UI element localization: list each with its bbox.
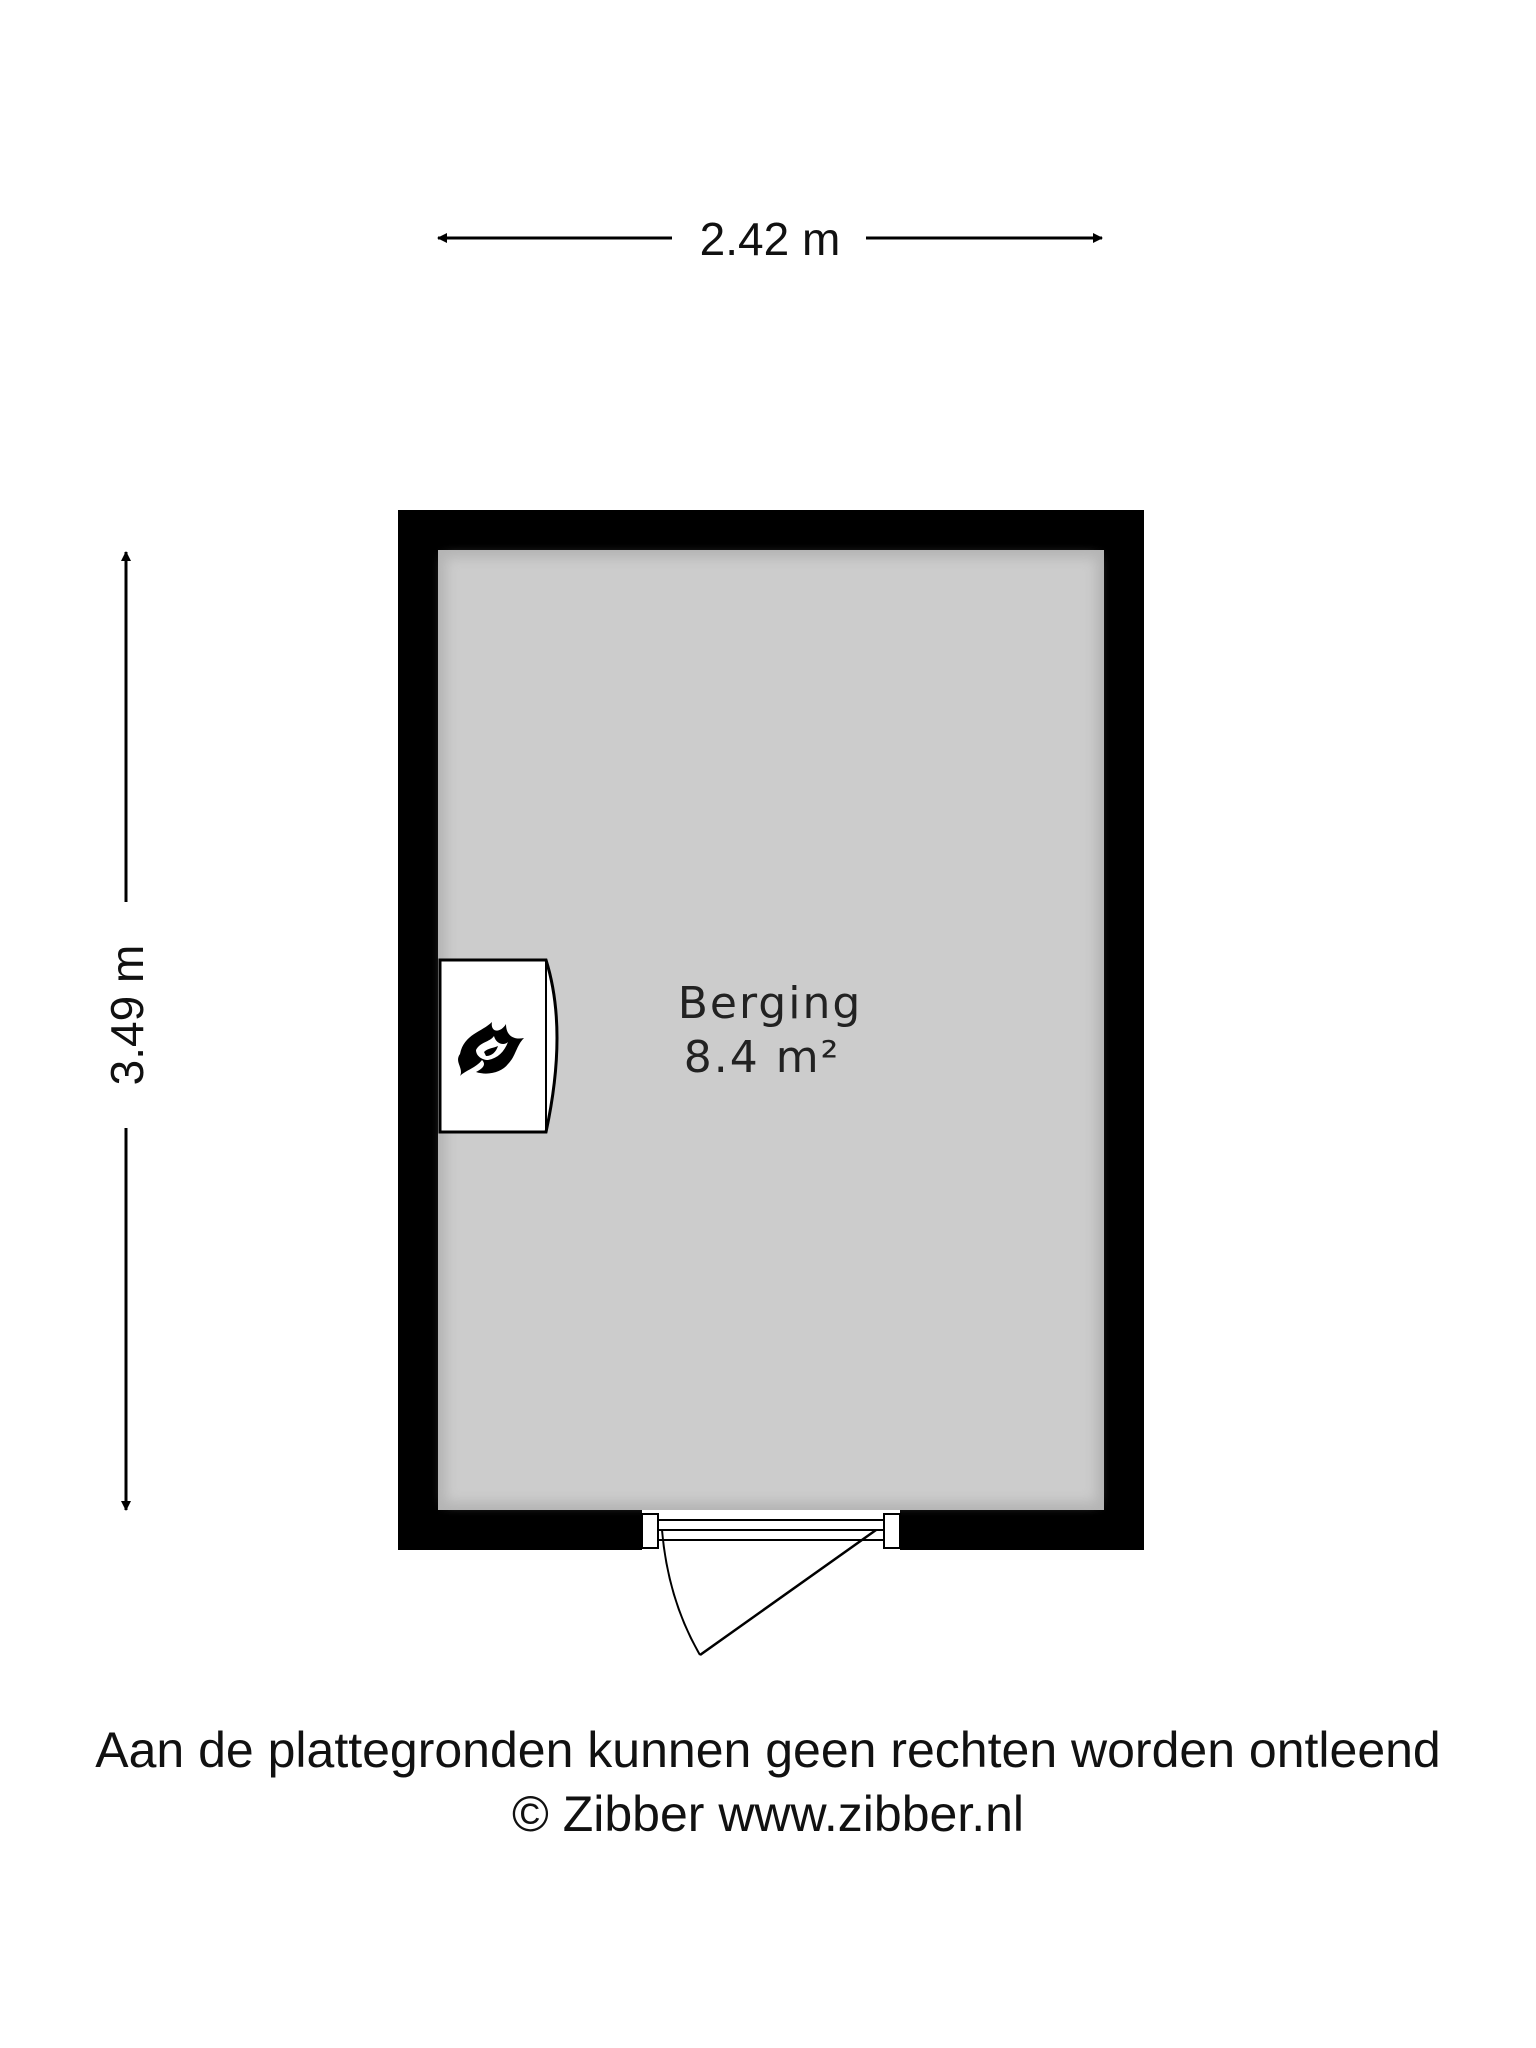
room-area: 8.4 m²: [683, 1032, 841, 1083]
width-label: 2.42 m: [699, 213, 841, 265]
room-name: Berging: [677, 978, 863, 1029]
room-berging: [398, 510, 1144, 1655]
heater: [440, 960, 557, 1132]
footer: [0, 1718, 1536, 1846]
height-label: 3.49 m: [101, 944, 153, 1086]
disclaimer-text: Aan de plattegronden kunnen geen rechten worden ontleend: [95, 1722, 1441, 1778]
width-dimension: [438, 213, 1102, 265]
height-dimension: [101, 552, 153, 1510]
copyright-text: © Zibber www.zibber.nl: [511, 1786, 1025, 1842]
door-jamb-left: [642, 1514, 658, 1548]
door-jamb-right: [884, 1514, 900, 1548]
